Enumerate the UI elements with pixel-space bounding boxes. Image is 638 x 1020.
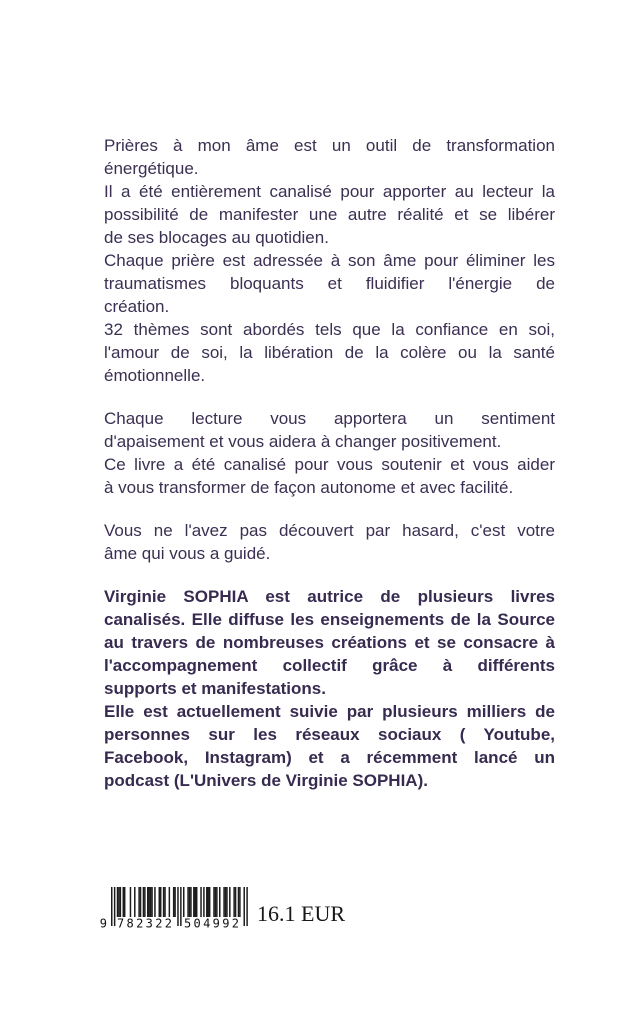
text-line: 32 thèmes sont abordés tels que la confiance en soi,	[104, 320, 555, 339]
text-line: Vous ne l'avez pas découvert par hasard, c'est votre	[104, 521, 555, 540]
paragraph	[104, 585, 555, 792]
text-line: émotionnelle.	[104, 366, 206, 385]
text-line: création.	[104, 297, 170, 316]
back-cover-text	[104, 134, 555, 792]
paragraph	[104, 519, 555, 565]
barcode-digits: 504992	[184, 916, 239, 930]
text-line: Prières à mon âme est un outil de transformation	[104, 136, 555, 155]
barcode-block	[97, 886, 417, 932]
barcode-digits: 9	[99, 916, 107, 930]
text-line: de ses blocages au quotidien.	[104, 228, 329, 247]
text-line: podcast (L'Univers de Virginie SOPHIA).	[104, 771, 428, 790]
paragraph	[104, 134, 555, 387]
text-line: personnes sur les réseaux sociaux ( Youtube,	[104, 725, 555, 744]
text-line: au travers de nombreuses créations et se consacre à	[104, 633, 555, 652]
text-line: d'apaisement et vous aidera à changer positivement.	[104, 432, 502, 451]
text-line: canalisés. Elle diffuse les enseignements de la Source	[104, 610, 555, 629]
text-line: possibilité de manifester une autre réalité et se libérer	[104, 205, 555, 224]
text-line: Elle est actuellement suivie par plusieurs milliers de	[104, 702, 555, 721]
price-label: 16.1 EUR	[257, 901, 345, 926]
text-line: énergétique.	[104, 159, 199, 178]
text-line: Ce livre a été canalisé pour vous soutenir et vous aider	[104, 455, 555, 474]
text-line: l'accompagnement collectif grâce à différents	[104, 656, 555, 675]
text-line: à vous transformer de façon autonome et avec facilité.	[104, 478, 514, 497]
text-line: l'amour de soi, la libération de la colère ou la santé	[104, 343, 555, 362]
barcode-digits: 782322	[117, 916, 172, 930]
text-line: supports et manifestations.	[104, 679, 326, 698]
text-line: Chaque prière est adressée à son âme pour éliminer les	[104, 251, 555, 270]
text-line: Chaque lecture vous apportera un sentiment	[104, 409, 555, 428]
ean-barcode-icon	[97, 886, 249, 930]
text-line: Facebook, Instagram) et a récemment lancé un	[104, 748, 555, 767]
text-line: Virginie SOPHIA est autrice de plusieurs livres	[104, 587, 555, 606]
text-line: Il a été entièrement canalisé pour apporter au lecteur la	[104, 182, 555, 201]
paragraph	[104, 407, 555, 499]
text-line: âme qui vous a guidé.	[104, 544, 271, 563]
text-line: traumatismes bloquants et fluidifier l'énergie de	[104, 274, 555, 293]
